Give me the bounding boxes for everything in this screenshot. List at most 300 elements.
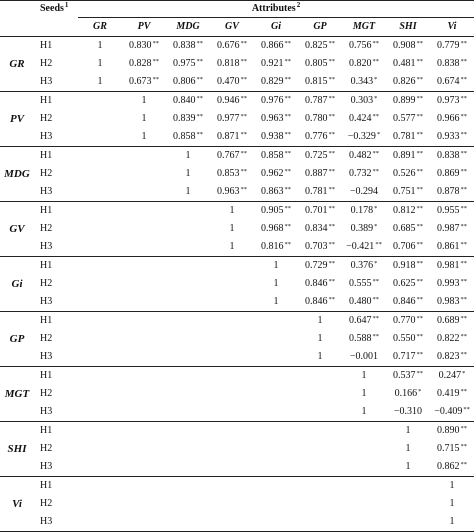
- column-header-gv: GV: [210, 18, 254, 37]
- correlation-cell: [210, 403, 254, 422]
- correlation-value: 0.838: [173, 40, 196, 51]
- correlation-cell: [298, 55, 342, 73]
- significance-marker: **: [460, 150, 467, 157]
- correlation-value: 0.829: [261, 76, 284, 87]
- seeds-header-label: Seeds: [40, 3, 64, 14]
- correlation-cell: [254, 477, 298, 496]
- correlation-cell: [430, 73, 474, 92]
- correlation-cell: [386, 275, 430, 293]
- significance-marker: **: [240, 131, 247, 138]
- significance-marker: **: [152, 76, 159, 83]
- correlation-cell: [122, 440, 166, 458]
- correlation-cell: [78, 477, 122, 496]
- correlation-value: 1: [185, 150, 191, 161]
- column-header-vi: Vi: [430, 18, 474, 37]
- significance-marker: **: [416, 76, 423, 83]
- correlation-cell: [386, 385, 430, 403]
- column-header-shi: SHI: [386, 18, 430, 37]
- correlation-cell: [166, 55, 210, 73]
- correlation-cell: [430, 110, 474, 128]
- correlation-value: 0.963: [261, 113, 284, 124]
- correlation-cell: [78, 165, 122, 183]
- row-group-label: SHI: [0, 422, 34, 477]
- correlation-cell: [342, 220, 386, 238]
- significance-marker: *: [374, 76, 378, 83]
- correlation-value: −0.294: [349, 186, 379, 197]
- correlation-cell: [254, 220, 298, 238]
- correlation-cell: [298, 147, 342, 166]
- correlation-cell: [78, 202, 122, 221]
- correlation-cell: [342, 477, 386, 496]
- correlation-value: −0.001: [349, 351, 379, 362]
- correlation-cell: [122, 202, 166, 221]
- significance-marker: **: [372, 40, 379, 47]
- seed-label: H1: [34, 37, 78, 56]
- correlation-cell: [386, 55, 430, 73]
- column-header-mgt: MGT: [342, 18, 386, 37]
- correlation-cell: [298, 403, 342, 422]
- correlation-cell: [78, 238, 122, 257]
- correlation-cell: [386, 202, 430, 221]
- correlation-cell: [386, 165, 430, 183]
- seed-label: H2: [40, 168, 53, 179]
- table-row: [0, 73, 474, 92]
- table-row: [0, 220, 474, 238]
- significance-marker: **: [196, 58, 203, 65]
- seed-label: H3: [40, 296, 53, 307]
- significance-marker: **: [460, 425, 467, 432]
- significance-marker: **: [416, 370, 423, 377]
- correlation-cell: [254, 422, 298, 441]
- significance-marker: **: [416, 40, 423, 47]
- correlation-cell: [342, 37, 386, 56]
- correlation-cell: [166, 367, 210, 386]
- correlation-value: −0.310: [393, 406, 423, 417]
- correlation-cell: [342, 513, 386, 532]
- significance-marker: **: [240, 95, 247, 102]
- correlation-cell: [342, 55, 386, 73]
- correlation-value: 0.918: [393, 260, 416, 271]
- column-header-mdg: MDG: [166, 18, 210, 37]
- correlation-cell: [430, 238, 474, 257]
- correlation-value: 0.781: [305, 186, 328, 197]
- seeds-header-footnote: 1: [64, 1, 69, 9]
- correlation-cell: [386, 37, 430, 56]
- correlation-cell: [254, 312, 298, 331]
- significance-marker: **: [328, 58, 335, 65]
- correlation-cell: [342, 385, 386, 403]
- correlation-value: 0.905: [261, 205, 284, 216]
- correlation-value: 0.862: [437, 461, 460, 472]
- correlation-value: 0.715: [437, 443, 460, 454]
- correlation-cell: [298, 128, 342, 147]
- table-row: [0, 165, 474, 183]
- correlation-cell: [78, 495, 122, 513]
- correlation-cell: [298, 92, 342, 111]
- correlation-value: 0.767: [217, 150, 240, 161]
- correlation-cell: [430, 128, 474, 147]
- correlation-cell: [298, 275, 342, 293]
- correlation-cell: [210, 293, 254, 312]
- table-row: [0, 458, 474, 477]
- correlation-cell: [342, 275, 386, 293]
- table-row: [0, 312, 474, 331]
- correlation-value: 0.805: [305, 58, 328, 69]
- correlation-cell: [342, 403, 386, 422]
- correlation-cell: [298, 513, 342, 532]
- significance-marker: **: [284, 95, 291, 102]
- correlation-cell: [430, 348, 474, 367]
- significance-marker: **: [328, 241, 335, 248]
- correlation-cell: [78, 293, 122, 312]
- correlation-value: 0.838: [437, 150, 460, 161]
- correlation-cell: [254, 73, 298, 92]
- correlation-cell: [166, 513, 210, 532]
- correlation-cell: [298, 110, 342, 128]
- correlation-cell: [386, 293, 430, 312]
- correlation-value: 0.701: [305, 205, 328, 216]
- correlation-value: 0.826: [393, 76, 416, 87]
- correlation-cell: [78, 458, 122, 477]
- correlation-cell: [386, 128, 430, 147]
- correlation-value: 0.976: [261, 95, 284, 106]
- correlation-cell: [166, 348, 210, 367]
- significance-marker: **: [328, 150, 335, 157]
- correlation-value: 0.846: [305, 296, 328, 307]
- correlation-cell: [122, 55, 166, 73]
- correlation-value: 0.703: [305, 241, 328, 252]
- correlation-cell: [430, 495, 474, 513]
- correlation-cell: [122, 513, 166, 532]
- corner-cell: [0, 1, 34, 18]
- seed-label: H1: [34, 202, 78, 221]
- correlation-cell: [298, 330, 342, 348]
- correlation-value: 0.839: [173, 113, 196, 124]
- correlation-cell: [166, 422, 210, 441]
- significance-marker: **: [196, 40, 203, 47]
- correlation-cell: [210, 312, 254, 331]
- significance-marker: **: [240, 186, 247, 193]
- correlation-cell: [122, 73, 166, 92]
- table-row: [0, 348, 474, 367]
- correlation-value: 1: [361, 388, 367, 399]
- correlation-value: 1: [141, 113, 147, 124]
- correlation-cell: [342, 330, 386, 348]
- correlation-cell: [386, 110, 430, 128]
- correlation-cell: [386, 348, 430, 367]
- attributes-header-footnote: 2: [296, 1, 301, 9]
- significance-marker: *: [374, 260, 378, 267]
- significance-marker: **: [416, 131, 423, 138]
- significance-marker: **: [152, 58, 159, 65]
- attributes-header: [78, 1, 474, 18]
- correlation-cell: [298, 477, 342, 496]
- correlation-value: 1: [317, 315, 323, 326]
- correlation-cell: [342, 183, 386, 202]
- seed-label: H1: [34, 147, 78, 166]
- correlation-value: 0.685: [393, 223, 416, 234]
- correlation-cell: [386, 312, 430, 331]
- row-group-label: GR: [0, 37, 34, 92]
- correlation-value: 0.482: [349, 150, 372, 161]
- significance-marker: **: [152, 40, 159, 47]
- correlation-cell: [298, 458, 342, 477]
- correlation-cell: [430, 458, 474, 477]
- correlation-value: 0.890: [437, 425, 460, 436]
- significance-marker: **: [328, 186, 335, 193]
- correlation-cell: [166, 202, 210, 221]
- column-header-gr: GR: [78, 18, 122, 37]
- significance-marker: **: [196, 113, 203, 120]
- correlation-cell: [430, 165, 474, 183]
- significance-marker: **: [372, 333, 379, 340]
- correlation-cell: [298, 312, 342, 331]
- significance-marker: *: [374, 205, 378, 212]
- correlation-value: 0.955: [437, 205, 460, 216]
- correlation-cell: [298, 440, 342, 458]
- correlation-value: 0.178: [350, 205, 374, 216]
- correlation-value: 1: [361, 406, 367, 417]
- correlation-value: 1: [229, 223, 235, 234]
- seed-label: H2: [40, 498, 53, 509]
- correlation-cell: [430, 367, 474, 386]
- correlation-cell: [78, 183, 122, 202]
- correlation-value: 0.787: [305, 95, 328, 106]
- correlation-cell: [78, 403, 122, 422]
- correlation-value: 0.858: [173, 131, 196, 142]
- correlation-cell: [210, 238, 254, 257]
- correlation-cell: [254, 92, 298, 111]
- seed-label: H3: [40, 406, 53, 417]
- correlation-cell: [166, 477, 210, 496]
- correlation-value: 0.815: [305, 76, 328, 87]
- significance-marker: **: [284, 58, 291, 65]
- correlation-cell: [210, 495, 254, 513]
- correlation-value: 0.247: [438, 370, 462, 381]
- significance-marker: **: [284, 241, 291, 248]
- correlation-cell: [122, 165, 166, 183]
- correlation-cell: [122, 37, 166, 56]
- significance-marker: **: [240, 150, 247, 157]
- correlation-cell: [166, 312, 210, 331]
- correlation-value: 0.878: [437, 186, 460, 197]
- correlation-value: 0.820: [349, 58, 372, 69]
- correlation-value: 0.840: [173, 95, 196, 106]
- correlation-value: 0.689: [437, 315, 460, 326]
- correlation-value: 1: [361, 370, 367, 381]
- correlation-cell: [166, 257, 210, 276]
- correlation-cell: [210, 458, 254, 477]
- correlation-cell: [254, 495, 298, 513]
- correlation-value: 0.816: [261, 241, 284, 252]
- correlation-cell: [254, 37, 298, 56]
- correlation-value: 0.828: [129, 58, 152, 69]
- significance-marker: **: [460, 168, 467, 175]
- correlation-cell: [298, 257, 342, 276]
- correlation-cell: [430, 220, 474, 238]
- significance-marker: **: [460, 388, 467, 395]
- correlation-cell: [210, 165, 254, 183]
- significance-marker: **: [372, 315, 379, 322]
- correlation-value: 0.756: [349, 40, 372, 51]
- correlation-value: 0.732: [349, 168, 372, 179]
- correlation-value: 0.526: [393, 168, 416, 179]
- correlation-cell: [386, 147, 430, 166]
- seed-label: H1: [34, 92, 78, 111]
- row-group-label: MGT: [0, 367, 34, 422]
- significance-marker: **: [460, 443, 467, 450]
- seed-label: H2: [40, 388, 53, 399]
- correlation-value: 0.891: [393, 150, 416, 161]
- seed-label: H3: [40, 131, 53, 142]
- correlation-value: 0.776: [305, 131, 328, 142]
- correlation-value: 0.424: [349, 113, 372, 124]
- correlation-cell: [166, 183, 210, 202]
- correlation-cell: [122, 495, 166, 513]
- significance-marker: *: [462, 370, 466, 377]
- correlation-cell: [386, 367, 430, 386]
- correlation-value: 1: [97, 76, 103, 87]
- seed-label: H3: [34, 513, 78, 532]
- seed-label: H3: [40, 76, 53, 87]
- correlation-cell: [122, 238, 166, 257]
- table-row: [0, 330, 474, 348]
- significance-marker: **: [372, 58, 379, 65]
- correlation-value: 1: [317, 351, 323, 362]
- significance-marker: **: [416, 186, 423, 193]
- table-row: [0, 55, 474, 73]
- correlation-value: 0.887: [305, 168, 328, 179]
- correlation-value: 0.975: [173, 58, 196, 69]
- correlation-cell: [342, 440, 386, 458]
- correlation-cell: [210, 92, 254, 111]
- significance-marker: **: [372, 113, 379, 120]
- significance-marker: **: [416, 278, 423, 285]
- correlation-cell: [430, 202, 474, 221]
- significance-marker: **: [372, 278, 379, 285]
- correlation-value: 1: [185, 168, 191, 179]
- correlation-cell: [210, 183, 254, 202]
- significance-marker: *: [374, 223, 378, 230]
- correlation-value: 0.725: [305, 150, 328, 161]
- correlation-value: 0.537: [393, 370, 416, 381]
- correlation-cell: [342, 73, 386, 92]
- correlation-value: −0.329: [347, 131, 376, 142]
- correlation-cell: [254, 293, 298, 312]
- correlation-value: 1: [97, 40, 103, 51]
- significance-marker: **: [460, 131, 467, 138]
- correlation-cell: [298, 238, 342, 257]
- table-row: [0, 183, 474, 202]
- correlation-cell: [254, 513, 298, 532]
- correlation-cell: [122, 128, 166, 147]
- correlation-cell: [254, 55, 298, 73]
- correlation-cell: [210, 202, 254, 221]
- table-row: [0, 477, 474, 496]
- correlation-cell: [122, 92, 166, 111]
- significance-marker: **: [328, 296, 335, 303]
- table-row: [0, 513, 474, 532]
- correlation-cell: [166, 293, 210, 312]
- correlation-cell: [298, 183, 342, 202]
- correlation-value: 0.780: [305, 113, 328, 124]
- correlation-cell: [210, 55, 254, 73]
- attributes-header-label: Attributes: [251, 3, 296, 14]
- table-row: [0, 147, 474, 166]
- correlation-cell: [210, 330, 254, 348]
- correlation-cell: [342, 422, 386, 441]
- correlation-value: 1: [273, 278, 279, 289]
- correlation-cell: [386, 495, 430, 513]
- correlation-cell: [122, 367, 166, 386]
- significance-marker: **: [372, 168, 379, 175]
- seed-label: H1: [34, 312, 78, 331]
- correlation-cell: [254, 165, 298, 183]
- correlation-cell: [254, 147, 298, 166]
- row-group-label: Gi: [0, 257, 34, 312]
- significance-marker: **: [416, 241, 423, 248]
- correlation-value: 0.968: [261, 223, 284, 234]
- correlation-cell: [298, 202, 342, 221]
- significance-marker: **: [416, 205, 423, 212]
- correlation-cell: [386, 422, 430, 441]
- correlation-cell: [342, 128, 386, 147]
- correlation-value: 1: [185, 186, 191, 197]
- correlation-value: 0.858: [261, 150, 284, 161]
- correlation-value: 0.866: [261, 40, 284, 51]
- correlation-value: 0.818: [217, 58, 240, 69]
- correlation-value: 0.729: [305, 260, 328, 271]
- significance-marker: **: [284, 131, 291, 138]
- significance-marker: **: [460, 241, 467, 248]
- correlation-cell: [122, 477, 166, 496]
- correlation-cell: [166, 403, 210, 422]
- correlation-cell: [254, 202, 298, 221]
- correlation-value: 0.863: [261, 186, 284, 197]
- seed-label: H3: [40, 241, 53, 252]
- correlation-cell: [254, 330, 298, 348]
- column-header-gp: GP: [298, 18, 342, 37]
- correlation-value: 0.846: [393, 296, 416, 307]
- seed-label: H2: [40, 58, 53, 69]
- correlation-value: 0.676: [217, 40, 240, 51]
- correlation-cell: [254, 183, 298, 202]
- significance-marker: **: [284, 168, 291, 175]
- correlation-cell: [210, 220, 254, 238]
- correlation-cell: [430, 330, 474, 348]
- correlation-value: 0.825: [305, 40, 328, 51]
- table-body: [0, 37, 474, 532]
- correlation-cell: [78, 128, 122, 147]
- correlation-cell: [342, 110, 386, 128]
- correlation-cell: [122, 220, 166, 238]
- correlation-cell: [166, 147, 210, 166]
- correlation-cell: [210, 37, 254, 56]
- correlation-cell: [210, 110, 254, 128]
- significance-marker: **: [416, 113, 423, 120]
- correlation-cell: [210, 513, 254, 532]
- table-row: [0, 128, 474, 147]
- correlation-cell: [254, 440, 298, 458]
- correlation-cell: [122, 458, 166, 477]
- table-row: [0, 37, 474, 56]
- correlation-cell: [166, 440, 210, 458]
- correlation-cell: [78, 55, 122, 73]
- seed-label: H1: [34, 422, 78, 441]
- correlation-cell: [342, 367, 386, 386]
- correlation-value: 0.963: [217, 186, 240, 197]
- correlation-value: 0.419: [437, 388, 460, 399]
